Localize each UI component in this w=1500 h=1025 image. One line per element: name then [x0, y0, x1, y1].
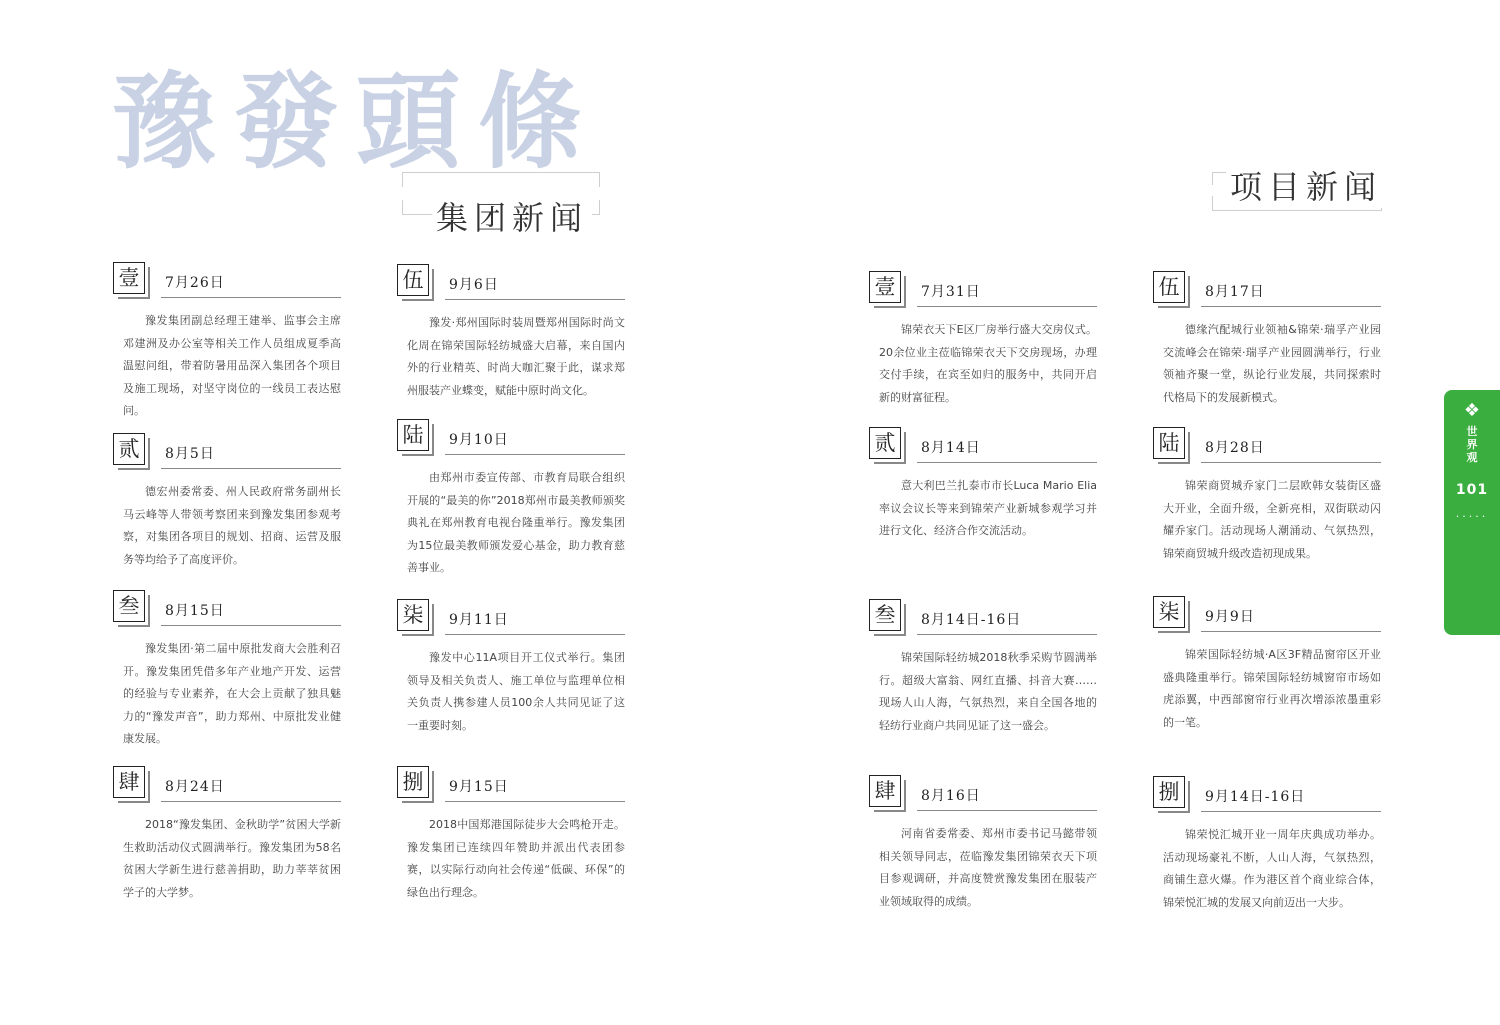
news-text: 2018中国郑港国际徒步大会鸣枪开走。豫发集团已连续四年赞助并派出代表团参赛，以实际行动向社会传递“低碳、环保”的绿色出行理念。: [407, 818, 625, 899]
brand-logo-icon: ❖: [1463, 400, 1481, 421]
news-text: 锦荣国际轻纺城2018秋季采购节圆满举行。超级大富翁、网红直播、抖音大赛……现场人山人海，气氛热烈，来自全国各地的轻纺行业商户共同见证了这一盛会。: [879, 651, 1097, 732]
news-number-badge: 壹: [869, 271, 901, 303]
news-date: 8月5日: [165, 446, 215, 462]
date-underline: [1201, 811, 1381, 812]
masthead-title: 豫發頭條: [112, 60, 601, 183]
news-date: 9月14日-16日: [1205, 789, 1306, 805]
news-date: 8月17日: [1205, 284, 1265, 300]
date-underline: [917, 634, 1097, 635]
news-date: 8月15日: [165, 603, 225, 619]
group-news-title: 集团新闻: [432, 193, 592, 239]
news-date: 8月24日: [165, 779, 225, 795]
news-number-badge: 叁: [113, 590, 145, 622]
news-number-badge: 贰: [113, 433, 145, 465]
section-label-char: 界: [1466, 438, 1478, 451]
news-text: 2018“豫发集团、金秋助学”贫困大学新生救助活动仪式圆满举行。豫发集团为58名贫困大学新生进行慈善捐助，助力莘莘贫困学子的大学梦。: [123, 818, 341, 899]
news-text: 德宏州委常委、州人民政府常务副州长马云峰等人带领考察团来到豫发集团参观考察，对集团各项目的规划、招商、运营及服务等均给予了高度评价。: [123, 485, 341, 566]
news-date: 9月11日: [449, 612, 509, 628]
date-underline: [445, 299, 625, 300]
news-date: 8月28日: [1205, 440, 1265, 456]
news-text: 豫发·郑州国际时装周暨郑州国际时尚文化周在锦荣国际轻纺城盛大启幕，来自国内外的行业精英、时尚大咖汇聚于此，谋求郑州服装产业蝶变，赋能中原时尚文化。: [407, 316, 625, 397]
section-side-tab: [1444, 390, 1500, 635]
section-label-char: 世: [1466, 425, 1478, 438]
date-underline: [445, 801, 625, 802]
page-number: 101: [1455, 482, 1489, 498]
news-number-badge: 捌: [1153, 776, 1185, 808]
news-number-badge: 陆: [1153, 427, 1185, 459]
news-number-badge: 伍: [397, 264, 429, 296]
news-date: 8月14日-16日: [921, 612, 1022, 628]
news-text: 锦荣商贸城乔家门二层欧韩女装街区盛大开业，全面升级，全新亮相，双街联动闪耀乔家门。活动现场人潮涌动、气氛热烈，锦荣商贸城升级改造初现成果。: [1163, 479, 1381, 560]
news-number-badge: 壹: [113, 262, 145, 294]
news-text: 豫发集团副总经理王建举、监事会主席邓建洲及办公室等相关工作人员组成夏季高温慰问组，带着防暑用品深入集团各个项目及施工现场，对坚守岗位的一线员工表达慰问。: [123, 314, 341, 417]
news-date: 8月16日: [921, 788, 981, 804]
news-text: 锦荣国际轻纺城·A区3F精品窗帘区开业盛典隆重举行。锦荣国际轻纺城窗帘市场如虎添翼，中西部窗帘行业再次增添浓墨重彩的一笔。: [1163, 648, 1381, 729]
news-number-badge: 陆: [397, 419, 429, 451]
news-date: 9月6日: [449, 277, 499, 293]
section-label-char: 观: [1466, 451, 1478, 464]
date-underline: [445, 454, 625, 455]
date-underline: [1201, 306, 1381, 307]
news-date: 7月26日: [165, 275, 225, 291]
news-date: 9月10日: [449, 432, 509, 448]
news-number-badge: 肆: [869, 775, 901, 807]
decorative-dots: ·····: [1455, 510, 1489, 523]
news-number-badge: 贰: [869, 427, 901, 459]
news-text: 豫发中心11A项目开工仪式举行。集团领导及相关负责人、施工单位与监理单位相关负责人携参建人员100余人共同见证了这一重要时刻。: [407, 651, 625, 732]
news-text: 锦荣衣天下E区厂房举行盛大交房仪式。20余位业主莅临锦荣衣天下交房现场，办理交付手续，在宾至如归的服务中，共同开启新的财富征程。: [879, 323, 1097, 404]
date-underline: [1201, 462, 1381, 463]
date-underline: [161, 297, 341, 298]
news-number-badge: 柒: [1153, 596, 1185, 628]
date-underline: [161, 801, 341, 802]
date-underline: [917, 462, 1097, 463]
news-text: 河南省委常委、郑州市委书记马懿带领相关领导同志，莅临豫发集团锦荣衣天下项目参观调研，并高度赞赏豫发集团在服装产业领域取得的成绩。: [879, 827, 1097, 908]
date-underline: [161, 625, 341, 626]
date-underline: [161, 468, 341, 469]
news-text: 德缘汽配城行业领袖&锦荣·瑞孚产业园交流峰会在锦荣·瑞孚产业园圆满举行，行业领袖齐聚一堂，纵论行业发展，共同探索时代格局下的发展新模式。: [1163, 323, 1381, 404]
date-underline: [917, 810, 1097, 811]
news-text: 豫发集团·第二届中原批发商大会胜利召开。豫发集团凭借多年产业地产开发、运营的经验与专业素养，在大会上贡献了独具魅力的“豫发声音”，助力郑州、中原批发业健康发展。: [123, 642, 341, 745]
news-number-badge: 肆: [113, 766, 145, 798]
news-date: 8月14日: [921, 440, 981, 456]
date-underline: [1201, 631, 1381, 632]
news-number-badge: 柒: [397, 599, 429, 631]
news-number-badge: 伍: [1153, 271, 1185, 303]
date-underline: [917, 306, 1097, 307]
news-date: 9月9日: [1205, 609, 1255, 625]
news-text: 由郑州市委宣传部、市教育局联合组织开展的“最美的你”2018郑州市最美教师颁奖典礼在郑州教育电视台隆重举行。豫发集团为15位最美教师颁发爱心基金，助力教育慈善事业。: [407, 471, 625, 574]
section-label: [1444, 425, 1500, 464]
project-news-title: 项目新闻: [1226, 162, 1386, 208]
news-number-badge: 捌: [397, 766, 429, 798]
group-title-frame-top: [402, 172, 600, 187]
news-text: 意大利巴兰扎泰市市长Luca Mario Elia率议会议长等来到锦荣产业新城参观学习并进行文化、经济合作交流活动。: [879, 479, 1097, 537]
news-date: 7月31日: [921, 284, 981, 300]
date-underline: [445, 634, 625, 635]
news-number-badge: 叁: [869, 599, 901, 631]
news-text: 锦荣悦汇城开业一周年庆典成功举办。活动现场豪礼不断，人山人海，气氛热烈，商铺生意火爆。作为港区首个商业综合体，锦荣悦汇城的发展又向前迈出一大步。: [1163, 828, 1381, 909]
news-date: 9月15日: [449, 779, 509, 795]
